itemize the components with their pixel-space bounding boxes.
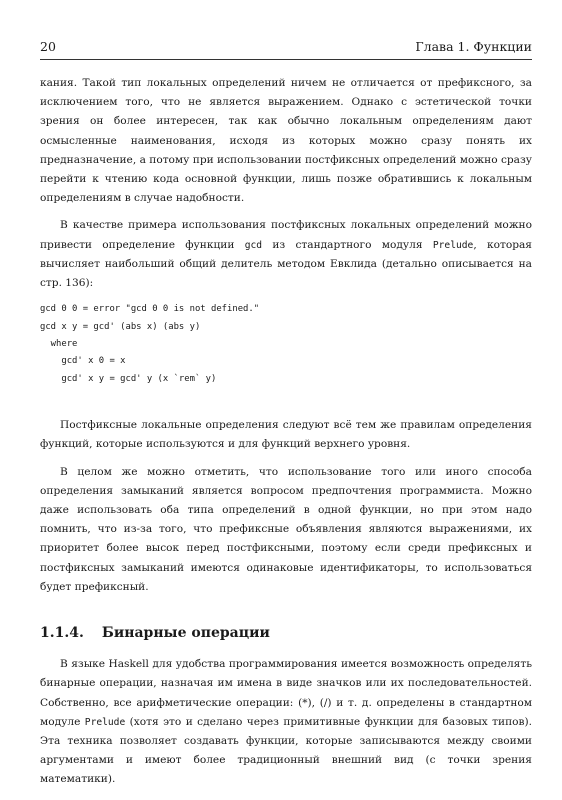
section-number: 1.1.4. (40, 625, 84, 642)
code-block-gcd: gcd 0 0 = error "gcd 0 0 is not defined." gcd x y = gcd' (abs x) (abs y) where gcd' x 0 = x gcd' x y = gcd' y (x `rem` y) (40, 304, 260, 384)
paragraph-continuation: кания. Такой тип локальных определений ничем не отличается от префиксного, за исключением того, что не является выражением. Однако с эстетической точки зрения он более интересен, так как обычно локальным определениям дают осмысленные наименования, исходя из которых можно сразу понять их предназначение, а потому при использовании постфиксных определений можно сразу перейти к чтению кода основной функции, лишь позже обратившись к локальным определениям в случае надобности. (40, 77, 532, 205)
body-text (40, 74, 532, 798)
running-head (40, 38, 532, 56)
paragraph-text: (хотя это и сделано через примитивные функции для базовых типов). Эта техника позволяет создавать функции, которые записываются между своими аргументами и имеют более традиционный внешний вид (с точки зрения математики). (40, 715, 532, 786)
paragraph-text: , которая вычисляет наибольший общий делитель методом Евклида (детально описывается на стр. 136): (40, 238, 532, 290)
paragraph-text: В качестве примера использования постфиксных локальных определений можно привести определение функции (40, 219, 532, 251)
section-heading (40, 623, 532, 643)
paragraph-closures: В целом же можно отметить, что использование того или иного способа определения замыканий является вопросом предпочтения программиста. Можно даже использовать оба типа определений в одной функции, но при этом надо помнить, что из-за того, что префиксные объявления являются выражениями, их приоритет более высок перед постфиксными, поэтому если среди префиксных и постфиксных замыканий имеются одинаковые идентификаторы, то использоваться будет префиксный. (40, 465, 532, 593)
page-number: 20 (40, 39, 56, 54)
chapter-title: Глава 1. Функции (415, 39, 532, 54)
inline-code-prelude: Prelude (84, 716, 126, 728)
paragraph-binary-ops (40, 655, 532, 789)
inline-code-prelude: Prelude (432, 239, 474, 251)
paragraph-gcd-intro (40, 216, 532, 293)
header-rule (40, 59, 532, 60)
page (40, 0, 532, 800)
paragraph-text: из стандартного модуля (262, 238, 433, 251)
paragraph-text: В языке Haskell для удобства программирования имеется возможность определять бинарные операции, назначая им имена в виде значков или их последовательностей. Собственно, все арифметические операции: (*), (/) и т. д. определены в стандартном модуле (40, 658, 532, 728)
inline-code-gcd: gcd (244, 239, 263, 251)
paragraph-postfix-rules: Постфиксные локальные определения следуют всё тем же правилам определения функций, которые используются и для функций верхнего уровня. (40, 419, 532, 451)
section-title: Бинарные операции (101, 625, 270, 642)
